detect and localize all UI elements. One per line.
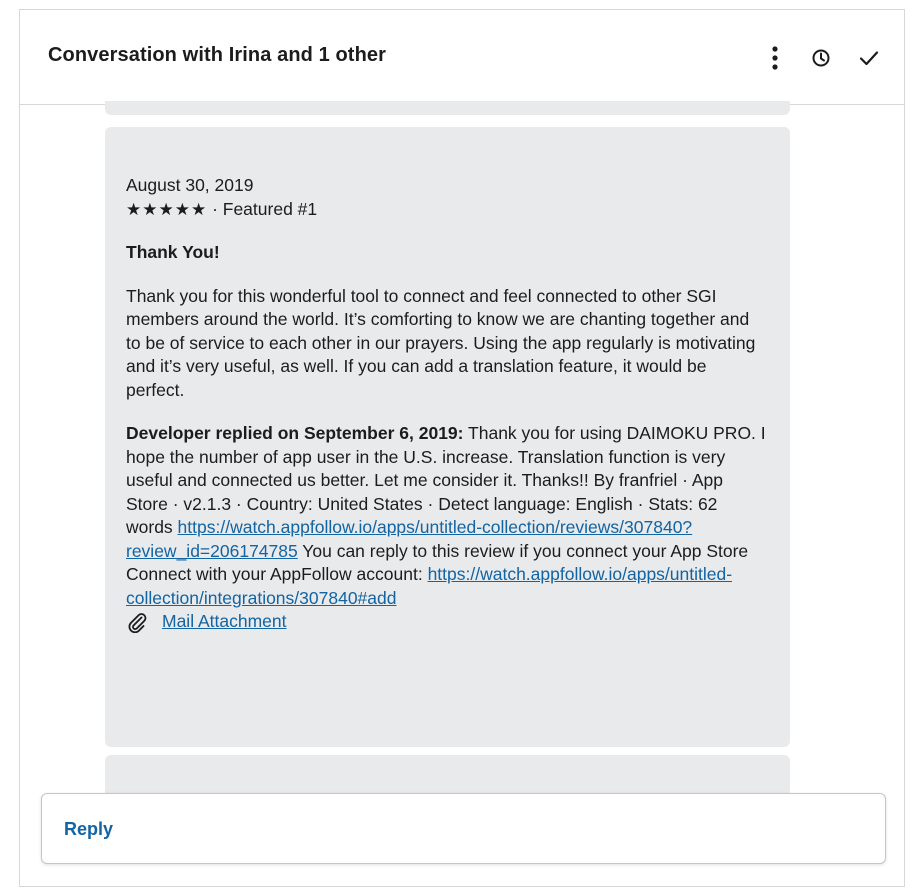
- conversation-panel: [19, 9, 905, 887]
- mail-attachment-link[interactable]: Mail Attachment: [162, 611, 287, 632]
- mail-attachment[interactable]: [126, 610, 766, 634]
- conversation-body[interactable]: [20, 105, 904, 886]
- conversation-title: Conversation with Irina and 1 other: [48, 44, 386, 66]
- developer-reply: [126, 422, 766, 610]
- reply-button[interactable]: Reply: [64, 819, 114, 839]
- review-title: Thank You!: [126, 242, 220, 262]
- review-body: Thank you for this wonderful tool to connect and feel connected to other SGI members around the world. It’s comforting to know we are chanting together and to be of service to each other in our prayers. Using the app regularly is motivating and it’s very useful, as well. If you can add a translation feature, it would be perfect.: [126, 285, 756, 400]
- message-card: [105, 127, 790, 747]
- message-content: [126, 174, 766, 634]
- developer-reply-text: Thank you for using DAIMOKU PRO. I hope the number of app user in the U.S. increase. Translation function is very useful and connected us better. Let me consider it. Thanks!! By franfriel · App Store · v2.1.3 · Country: United States · Detect language: English · Stats: 62 words: [126, 423, 766, 537]
- more-vertical-icon[interactable]: [764, 43, 786, 73]
- previous-message-card: [105, 101, 790, 115]
- review-date: August 30, 2019: [126, 175, 254, 195]
- featured-label: · Featured #1: [207, 198, 318, 219]
- review-link[interactable]: https://watch.appfollow.io/apps/untitled-collection/reviews/307840?review_id=206174785: [126, 517, 693, 561]
- star-rating: ★★★★★: [126, 199, 208, 219]
- check-icon[interactable]: [856, 46, 882, 70]
- developer-reply-label: Developer replied on September 6, 2019:: [126, 423, 464, 443]
- reply-composer[interactable]: [41, 793, 886, 864]
- conversation-header: [20, 10, 904, 105]
- integration-link[interactable]: https://watch.appfollow.io/apps/untitled-collection/integrations/307840#add: [126, 564, 733, 608]
- review-rating: [126, 198, 766, 222]
- paperclip-icon: [126, 610, 152, 634]
- clock-icon[interactable]: [809, 46, 833, 70]
- reply-hint-text: You can reply to this review if you connect your App Store Connect with your AppFollow account:: [126, 540, 749, 584]
